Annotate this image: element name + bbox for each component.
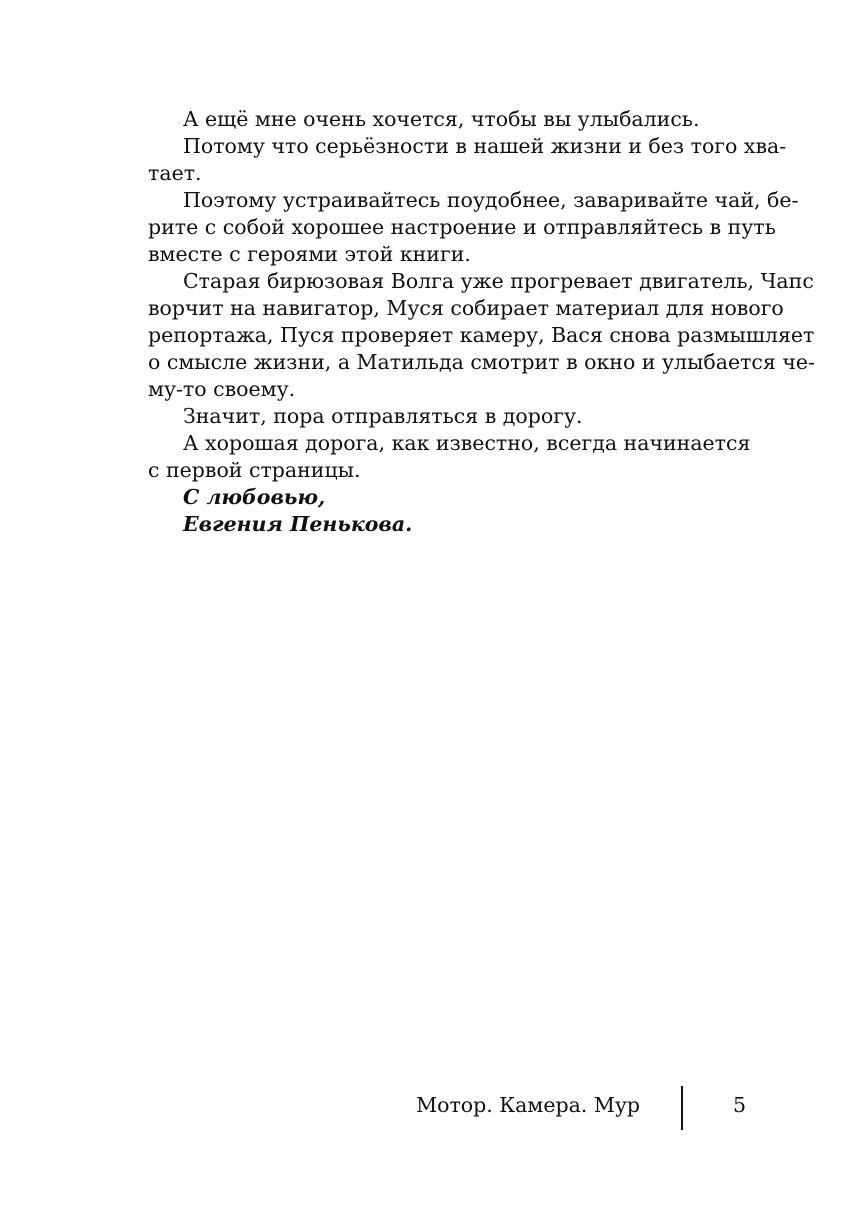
signature-author: Евгения Пенькова.	[183, 512, 413, 536]
signature-greeting: С любовью,	[183, 485, 326, 509]
text-line: Поэтому устраивайтесь поудобнее, заваривайте чай, бе-	[183, 188, 799, 212]
text-line: о смысле жизни, а Матильда смотрит в окно и улыбается че-	[148, 350, 815, 374]
text-line: репортажа, Пуся проверяет камеру, Вася снова размышляет	[148, 323, 815, 347]
text-line: Старая бирюзовая Волга уже прогревает двигатель, Чапс	[183, 269, 814, 293]
text-line: А ещё мне очень хочется, чтобы вы улыбались.	[183, 107, 700, 131]
footer-divider	[681, 1086, 683, 1130]
main-text	[148, 106, 815, 538]
text-line: рите с собой хорошее настроение и отправляйтесь в путь	[148, 215, 776, 239]
text-line: тает.	[148, 161, 202, 185]
text-line: А хорошая дорога, как известно, всегда начинается	[183, 431, 751, 455]
text-line: с первой страницы.	[148, 458, 361, 482]
text-line: Значит, пора отправляться в дорогу.	[183, 404, 583, 428]
text-line: му-то своему.	[148, 377, 296, 401]
page-number: 5	[733, 1093, 747, 1117]
text-line: вместе с героями этой книги.	[148, 242, 471, 266]
text-line: ворчит на навигатор, Муся собирает материал для нового	[148, 296, 784, 320]
running-footer-title: Мотор. Камера. Мур	[416, 1093, 640, 1117]
text-line: Потому что серьёзности в нашей жизни и без того хва-	[183, 134, 787, 158]
